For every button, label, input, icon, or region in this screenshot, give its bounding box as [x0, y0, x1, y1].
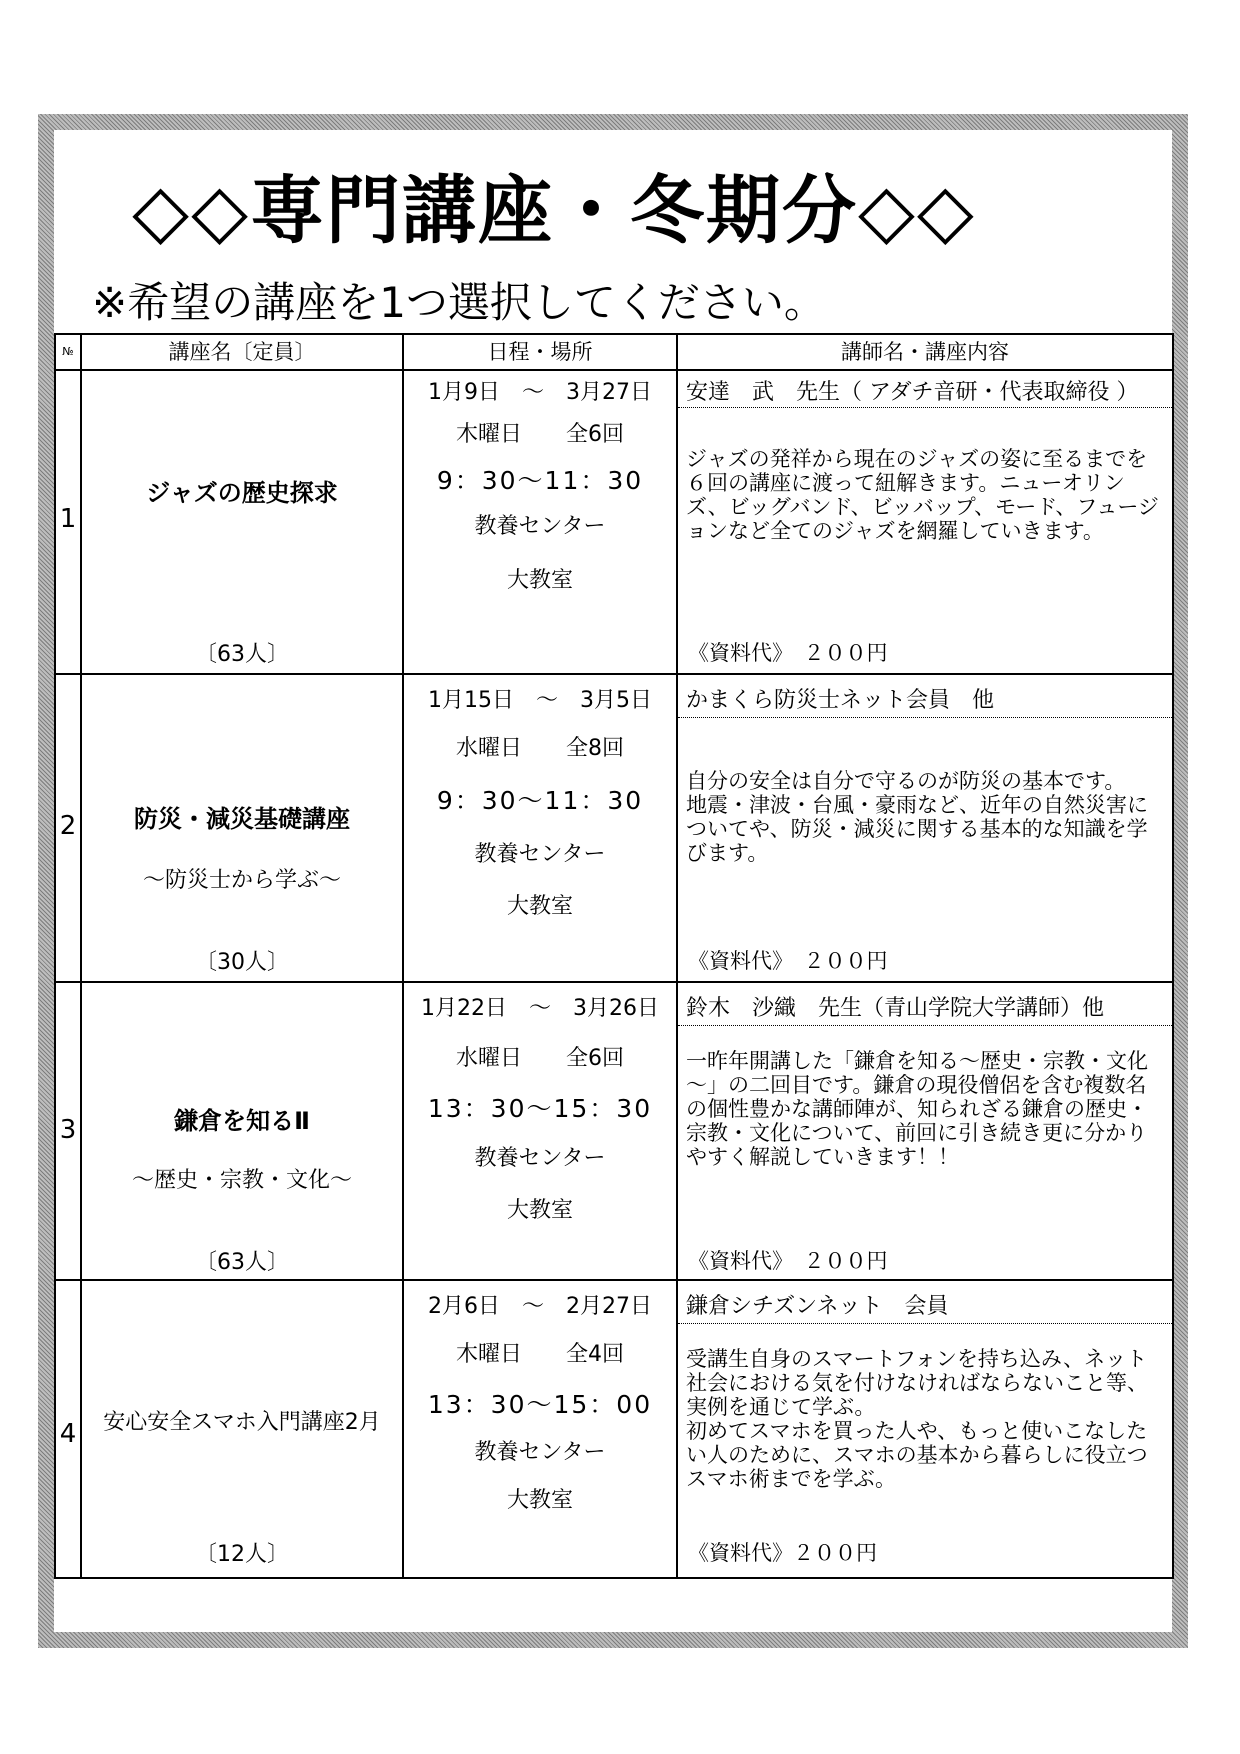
course-name-cell — [82, 1281, 402, 1575]
instructor-cell — [678, 1281, 1172, 1575]
schedule-cell — [404, 369, 676, 673]
time-range: 13：30～15：30 — [427, 1094, 653, 1123]
course-name-cell — [82, 369, 402, 673]
instructor-cell — [678, 983, 1172, 1279]
row-number: 1 — [59, 504, 77, 534]
room: 大教室 — [506, 568, 573, 593]
cell-separator — [678, 407, 1172, 408]
course-title: 防災・減災基礎講座 — [134, 805, 350, 833]
course-description: 一昨年開講した「鎌倉を知る～歴史・宗教・文化～」の二回目です。鎌倉の現役僧侶を含む複数名の個性豊かな講師陣が、知られざる鎌倉の歴史・宗教・文化について、前回に引き続き更に分かりやすく解説していきます！！ — [686, 1049, 1148, 1169]
flyer-page — [54, 130, 1172, 1632]
instructor-cell — [678, 369, 1172, 673]
course-name-cell — [82, 675, 402, 981]
table-row — [56, 1281, 1172, 1575]
room: 大教室 — [506, 894, 573, 919]
cell-separator — [678, 717, 1172, 718]
course-name-cell — [82, 983, 402, 1279]
table-row — [56, 983, 1172, 1281]
weekday-sessions: 水曜日 全8回 — [456, 736, 624, 761]
course-title: ジャズの歴史探求 — [146, 479, 338, 507]
course-subtitle: ～歴史・宗教・文化～ — [131, 1168, 352, 1193]
instructor-cell — [678, 675, 1172, 981]
venue: 教養センター — [474, 1440, 606, 1465]
course-subtitle: ～防災士から学ぶ～ — [142, 868, 341, 893]
date-range: 1月9日 ～ 3月27日 — [428, 380, 652, 405]
instruction-text: ※希望の講座を1つ選択してください。 — [92, 278, 826, 327]
table-header — [56, 335, 1172, 371]
page-border — [38, 114, 1188, 1648]
row-number: 4 — [59, 1419, 77, 1449]
page-title: ◇◇専門講座・冬期分◇◇ — [132, 168, 976, 254]
room: 大教室 — [506, 1198, 573, 1223]
table-row — [56, 369, 1172, 675]
cell-separator — [678, 1025, 1172, 1026]
instructor-name: 安達 武 先生（ アダチ音研・代表取締役 ） — [686, 380, 1139, 405]
material-fee: 《資料代》 ２００円 — [688, 1249, 888, 1273]
material-fee: 《資料代》２００円 — [688, 1541, 877, 1565]
schedule-cell — [404, 983, 676, 1279]
course-description: ジャズの発祥から現在のジャズの姿に至るまでを６回の講座に渡って紐解きます。ニューオリンズ、ビッグバンド、ビッバップ、モード、フュージョンなど全てのジャズを網羅していきます。 — [686, 447, 1159, 543]
table-row — [56, 675, 1172, 983]
time-range: 13：30～15：00 — [427, 1390, 653, 1419]
schedule-cell — [404, 1281, 676, 1575]
cell-separator — [678, 1323, 1172, 1324]
room: 大教室 — [506, 1488, 573, 1513]
course-capacity: 〔63人〕 — [195, 642, 289, 667]
time-range: 9：30～11：30 — [436, 786, 644, 815]
header-no: № — [62, 345, 74, 358]
date-range: 1月15日 ～ 3月5日 — [428, 688, 652, 713]
course-title: 鎌倉を知るⅡ — [174, 1107, 310, 1135]
venue: 教養センター — [474, 1146, 606, 1171]
weekday-sessions: 木曜日 全6回 — [456, 422, 624, 447]
instructor-name: 鎌倉シチズンネット 会員 — [686, 1294, 949, 1319]
course-table — [54, 333, 1174, 1579]
date-range: 1月22日 ～ 3月26日 — [421, 996, 659, 1021]
date-range: 2月6日 ～ 2月27日 — [428, 1294, 652, 1319]
row-number: 2 — [59, 811, 77, 841]
course-description: 受講生自身のスマートフォンを持ち込み、ネット社会における気を付けなければならないこと等、実例を通じて学ぶ。 初めてスマホを買った人や、もっと使いこなしたい人のために、スマホの基本から暮らしに役立つスマホ術までを学ぶ。 — [686, 1347, 1148, 1491]
instructor-name: かまくら防災士ネット会員 他 — [686, 688, 995, 713]
course-description: 自分の安全は自分で守るのが防災の基本です。 地震・津波・台風・豪雨など、近年の自然災害についてや、防災・減災に関する基本的な知識を学びます。 — [686, 769, 1148, 865]
weekday-sessions: 木曜日 全4回 — [456, 1342, 624, 1367]
course-capacity: 〔63人〕 — [195, 1250, 289, 1275]
instructor-name: 鈴木 沙織 先生（青山学院大学講師）他 — [686, 996, 1105, 1021]
weekday-sessions: 水曜日 全6回 — [456, 1046, 624, 1071]
course-capacity: 〔12人〕 — [195, 1542, 289, 1567]
material-fee: 《資料代》 ２００円 — [688, 949, 888, 973]
row-number: 3 — [59, 1115, 77, 1145]
header-instructor: 講師名・講座内容 — [841, 340, 1009, 364]
schedule-cell — [404, 675, 676, 981]
material-fee: 《資料代》 ２００円 — [688, 641, 888, 665]
venue: 教養センター — [474, 514, 606, 539]
header-schedule: 日程・場所 — [487, 340, 593, 364]
course-capacity: 〔30人〕 — [195, 950, 289, 975]
header-course-name: 講座名〔定員〕 — [168, 340, 316, 364]
time-range: 9：30～11：30 — [436, 466, 644, 495]
venue: 教養センター — [474, 842, 606, 867]
course-title: 安心安全スマホ入門講座2月 — [103, 1410, 381, 1435]
